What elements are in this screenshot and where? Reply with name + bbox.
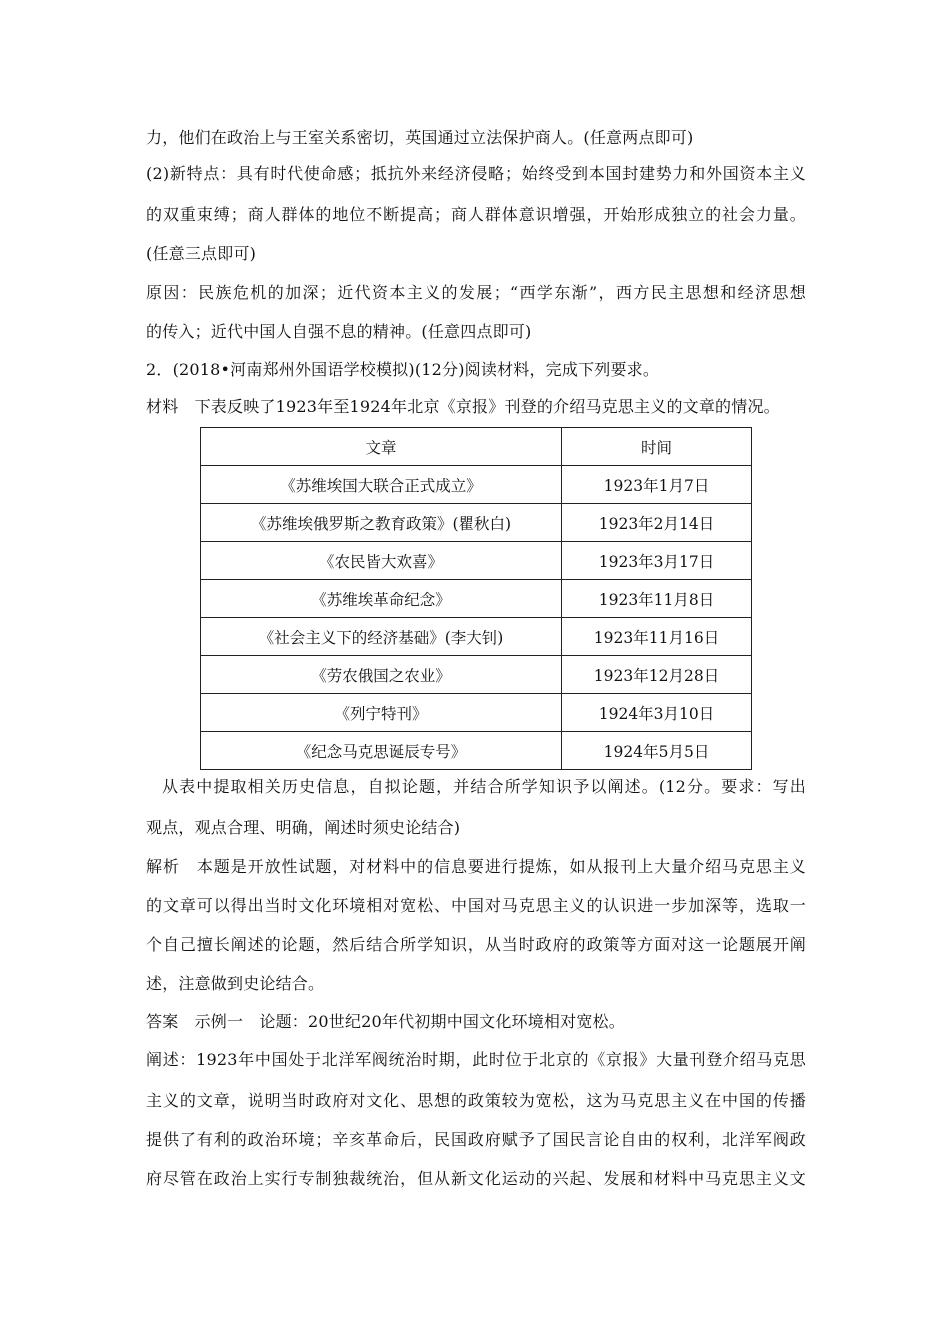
header-cell-article: 文章 xyxy=(201,428,562,466)
table-header-row xyxy=(201,428,752,466)
table-row xyxy=(201,580,752,618)
article-cell: 《纪念马克思诞辰专号》 xyxy=(201,732,562,770)
answer-line: 府尽管在政治上实行专制独裁统治，但从新文化运动的兴起、发展和材料中马克思主义文 xyxy=(146,1169,806,1188)
answer-line: 主义的文章，说明当时政府对文化、思想的政策较为宽松，这为马克思主义在中国的传播 xyxy=(146,1091,806,1110)
paragraph-line: (2)新特点：具有时代使命感；抵抗外来经济侵略；始终受到本国封建势力和外国资本主义 xyxy=(146,164,806,183)
table-row xyxy=(201,504,752,542)
table-row xyxy=(201,618,752,656)
article-cell: 《苏维埃国大联合正式成立》 xyxy=(201,466,562,504)
article-cell: 《劳农俄国之农业》 xyxy=(201,656,562,694)
paragraph-line: 力，他们在政治上与王室关系密切，英国通过立法保护商人。(任意两点即可) xyxy=(146,128,694,147)
table-row xyxy=(201,732,752,770)
analysis-line: 述，注意做到史论结合。 xyxy=(146,974,325,993)
answer-heading: 答案 示例一 论题：20世纪20年代初期中国文化环境相对宽松。 xyxy=(146,1012,625,1031)
task-line: 从表中提取相关历史信息，自拟论题，并结合所学知识予以阐述。(12分。要求：写出 xyxy=(162,777,806,796)
analysis-line: 的文章可以得出当时文化环境相对宽松、中国对马克思主义的认识进一步加深等，选取一 xyxy=(146,896,806,915)
table-row xyxy=(201,694,752,732)
paragraph-line: (任意三点即可) xyxy=(146,244,257,263)
table-row xyxy=(201,656,752,694)
paragraph-line: 的传入；近代中国人自强不息的精神。(任意四点即可) xyxy=(146,322,532,341)
article-cell: 《列宁特刊》 xyxy=(201,694,562,732)
date-cell: 1923年2月14日 xyxy=(562,504,752,542)
article-cell: 《社会主义下的经济基础》(李大钊) xyxy=(201,618,562,656)
task-line: 观点，观点合理、明确，阐述时须史论结合) xyxy=(146,818,461,837)
date-cell: 1923年11月16日 xyxy=(562,618,752,656)
date-cell: 1924年3月10日 xyxy=(562,694,752,732)
paragraph-line: 的双重束缚；商人群体的地位不断提高；商人群体意识增强，开始形成独立的社会力量。 xyxy=(146,205,806,224)
date-cell: 1923年3月17日 xyxy=(562,542,752,580)
question-heading: 2．(2018•河南郑州外国语学校模拟)(12分)阅读材料，完成下列要求。 xyxy=(146,360,660,379)
date-cell: 1923年1月7日 xyxy=(562,466,752,504)
article-cell: 《苏维埃俄罗斯之教育政策》(瞿秋白) xyxy=(201,504,562,542)
date-cell: 1924年5月5日 xyxy=(562,732,752,770)
articles-table xyxy=(200,427,752,770)
analysis-line: 解析 本题是开放性试题，对材料中的信息要进行提炼，如从报刊上大量介绍马克思主义 xyxy=(146,857,806,876)
paragraph-line: 原因：民族危机的加深；近代资本主义的发展；“西学东渐”，西方民主思想和经济思想 xyxy=(146,283,806,302)
answer-line: 阐述：1923年中国处于北洋军阀统治时期，此时位于北京的《京报》大量刊登介绍马克思 xyxy=(146,1050,806,1069)
date-cell: 1923年11月8日 xyxy=(562,580,752,618)
article-cell: 《农民皆大欢喜》 xyxy=(201,542,562,580)
answer-line: 提供了有利的政治环境；辛亥革命后，民国政府赋予了国民言论自由的权利，北洋军阀政 xyxy=(146,1130,806,1149)
header-cell-date: 时间 xyxy=(562,428,752,466)
article-cell: 《苏维埃革命纪念》 xyxy=(201,580,562,618)
analysis-line: 个自己擅长阐述的论题，然后结合所学知识，从当时政府的政策等方面对这一论题展开阐 xyxy=(146,935,806,954)
table-row xyxy=(201,466,752,504)
material-intro: 材料 下表反映了1923年至1924年北京《京报》刊登的介绍马克思主义的文章的情况。 xyxy=(146,397,780,416)
date-cell: 1923年12月28日 xyxy=(562,656,752,694)
table-row xyxy=(201,542,752,580)
